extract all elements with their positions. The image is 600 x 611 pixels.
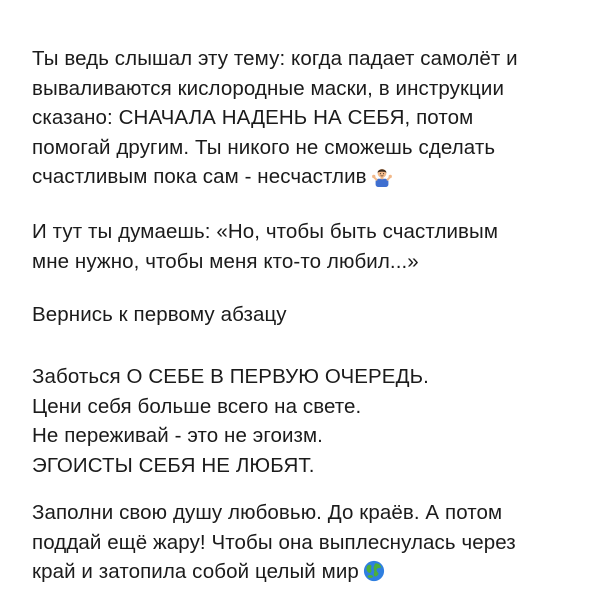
text-line-with-emoji [32, 162, 584, 192]
paragraph-return [32, 300, 584, 330]
text-line: Цени себя больше всего на свете. [32, 394, 362, 418]
text-line: Заботься О СЕБЕ В ПЕРВУЮ ОЧЕРЕДЬ. [32, 365, 429, 388]
text-line: счастливым пока сам - несчастлив [32, 165, 367, 188]
text-line: поддай ещё жару! Чтобы она выплеснулась через [32, 530, 516, 554]
text-line: Не переживай - это не эгоизм. [32, 424, 323, 447]
text-line: вываливаются кислородные маски, в инструкции [32, 76, 505, 100]
text-line: Вернись к первому абзацу [32, 303, 287, 326]
text-line: ЭГОИСТЫ СЕБЯ НЕ ЛЮБЯТ. [32, 453, 315, 477]
paragraph-fill-with-love [32, 498, 584, 587]
paragraph-airplane-masks [32, 44, 584, 192]
globe-icon [363, 560, 385, 582]
paragraph-self-care [32, 362, 584, 480]
text-line-with-emoji [32, 557, 584, 587]
text-line: И тут ты думаешь: «Но, чтобы быть счастливым [32, 220, 499, 243]
person-shrugging-icon [371, 165, 393, 187]
text-line: Ты ведь слышал эту тему: когда падает самолёт и [32, 47, 518, 70]
text-line: помогай другим. Ты никого не сможешь сделать [32, 135, 496, 159]
paragraph-thought [32, 217, 584, 276]
text-line: край и затопила собой целый мир [32, 560, 359, 583]
text-line: Заполни свою душу любовью. До краёв. А потом [32, 501, 503, 524]
text-line: сказано: СНАЧАЛА НАДЕНЬ НА СЕБЯ, потом [32, 106, 474, 129]
text-line: мне нужно, чтобы меня кто-то любил...» [32, 249, 419, 273]
